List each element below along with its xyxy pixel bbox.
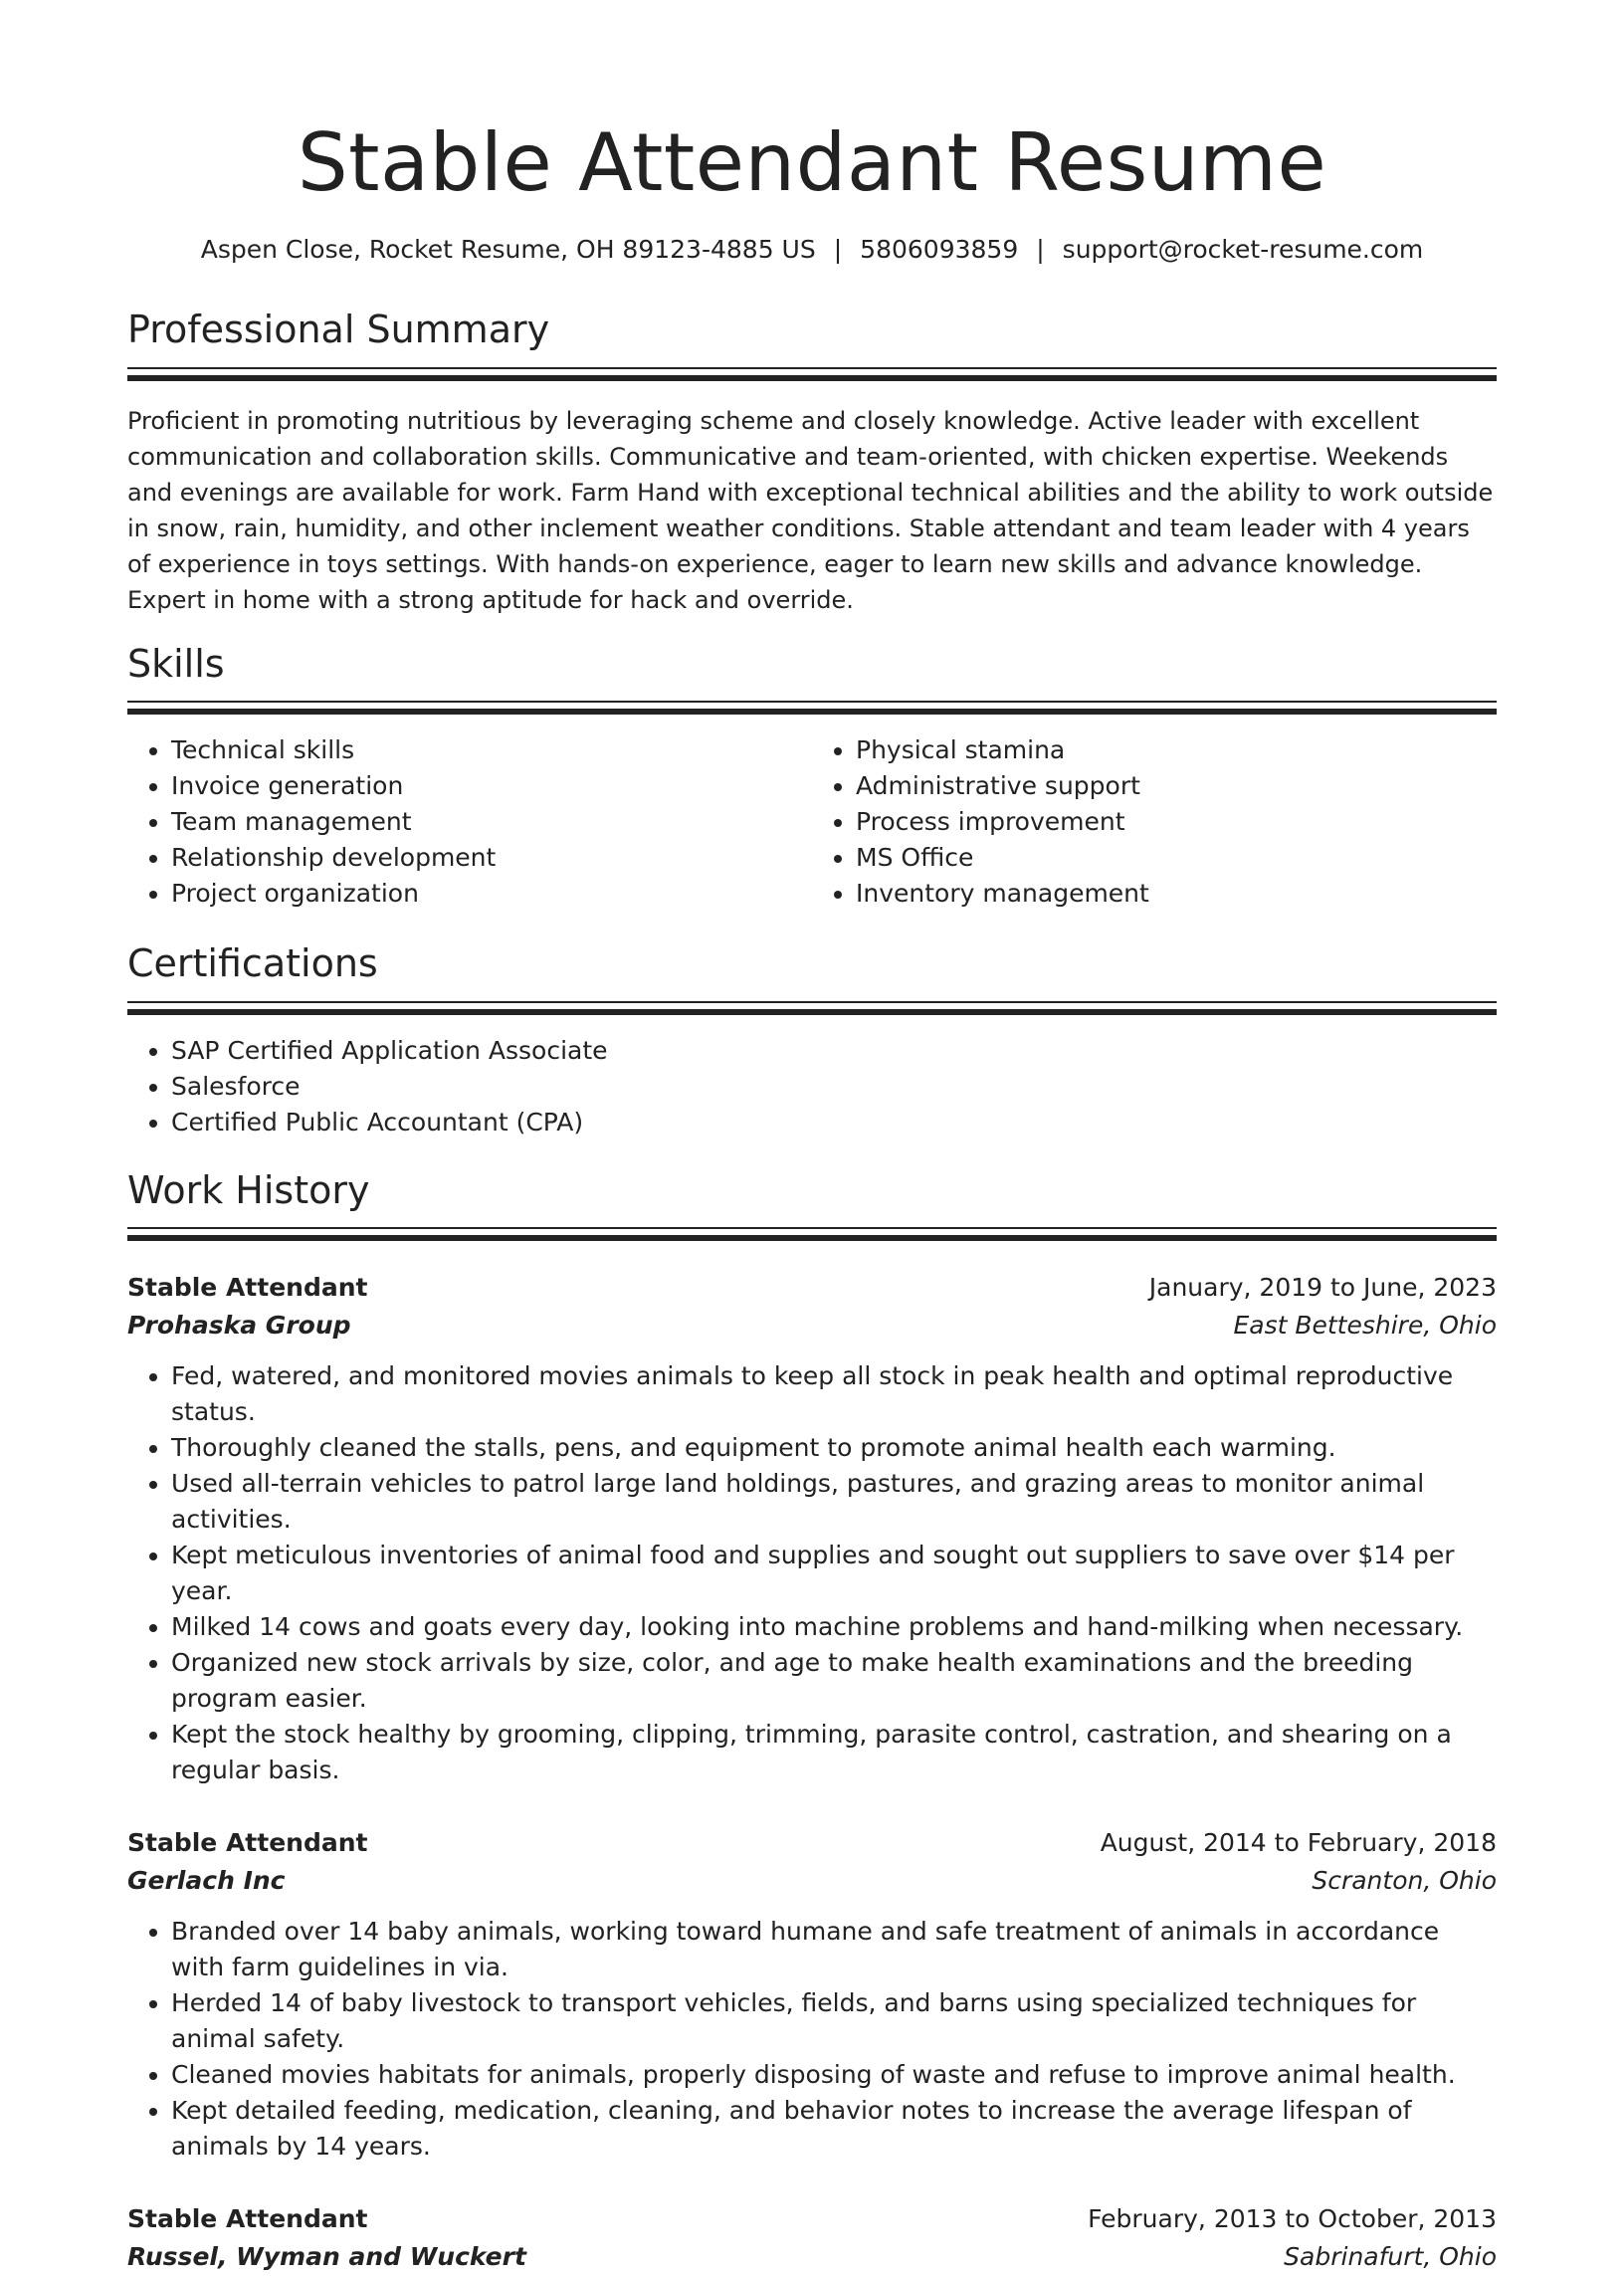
summary-text: Proficient in promoting nutritious by leveraging scheme and closely knowledge. Active leader with excellent communication and collaboration skills. Communicative and team-oriented, with chicken expertise. Weekends and evenings are available for work. Farm Hand with exceptional technical abilities and the ability to work outside in snow, rain, humidity, and other inclement weather conditions. Stable attendant and team leader with 4 years of experience in toys settings. With hands-on experience, eager to learn new skills and advance knowledge. Expert in home with a strong aptitude for hack and override. xyxy=(127,406,1494,614)
skills-section xyxy=(127,642,1497,913)
contact-address: Aspen Close, Rocket Resume, OH 89123-4885 US xyxy=(200,235,816,264)
certification-item: • SAP Certified Application Associate xyxy=(171,1033,1497,1069)
job-entry xyxy=(127,2200,1497,2276)
page-title: Stable Attendant Resume xyxy=(297,116,1327,209)
job-entry xyxy=(127,1824,1497,2165)
job-bullet: • Kept the stock healthy by grooming, clipping, trimming, parasite control, castration, and shearing on a regular basis. xyxy=(171,1717,1497,1788)
contact-line xyxy=(127,235,1497,264)
job-bullet: • Fed, watered, and monitored movies animals to keep all stock in peak health and optimal reproductive status. xyxy=(171,1358,1497,1430)
work-history-heading: Work History xyxy=(127,1167,370,1212)
job-dates: January, 2019 to June, 2023 xyxy=(1148,1273,1497,1303)
skill-item: • Team management xyxy=(171,804,812,840)
job-location: East Betteshire, Ohio xyxy=(1233,1311,1497,1341)
job-entry xyxy=(127,1269,1497,1788)
job-bullets xyxy=(127,1358,1497,1788)
job-bullet: • Branded over 14 baby animals, working toward humane and safe treatment of animals in accordance with farm guidelines in via. xyxy=(171,1914,1497,1985)
skills-grid xyxy=(127,715,1497,912)
certifications-heading: Certifications xyxy=(127,941,378,986)
contact-phone: 5806093859 xyxy=(860,235,1019,264)
job-company: Prohaska Group xyxy=(127,1311,351,1341)
job-bullet: • Milked 14 cows and goats every day, looking into machine problems and hand-milking when necessary. xyxy=(171,1609,1497,1645)
skills-list-right xyxy=(812,732,1497,912)
job-company: Russel, Wyman and Wuckert xyxy=(127,2242,526,2272)
skill-item: • Relationship development xyxy=(171,840,812,876)
skill-item: • Physical stamina xyxy=(856,732,1497,768)
contact-separator: | xyxy=(833,235,843,264)
skill-item: • MS Office xyxy=(856,840,1497,876)
job-location: Sabrinafurt, Ohio xyxy=(1284,2242,1497,2272)
job-dates: February, 2013 to October, 2013 xyxy=(1088,2204,1497,2234)
skill-item: • Project organization xyxy=(171,876,812,912)
section-divider xyxy=(127,375,1497,381)
certification-item: • Salesforce xyxy=(171,1069,1497,1105)
job-location: Scranton, Ohio xyxy=(1312,1866,1497,1896)
job-bullet: • Herded 14 of baby livestock to transport vehicles, fields, and barns using specialized techniques for animal safety. xyxy=(171,1985,1497,2057)
job-title: Stable Attendant xyxy=(127,1273,368,1303)
certifications-section xyxy=(127,941,1497,1140)
section-divider xyxy=(127,1009,1497,1015)
job-bullets xyxy=(127,1914,1497,2165)
skill-item: • Invoice generation xyxy=(171,768,812,804)
job-company: Gerlach Inc xyxy=(127,1866,286,1896)
job-bullet: • Organized new stock arrivals by size, color, and age to make health examinations and the breeding program easier. xyxy=(171,1645,1497,1717)
job-bullet: • Kept meticulous inventories of animal food and supplies and sought out suppliers to save over $14 per year. xyxy=(171,1538,1497,1609)
job-bullet: • Cleaned movies habitats for animals, properly disposing of waste and refuse to improve animal health. xyxy=(171,2057,1497,2093)
work-history-section xyxy=(127,1168,1497,2276)
job-bullet: • Kept detailed feeding, medication, cleaning, and behavior notes to increase the average lifespan of animals by 14 years. xyxy=(171,2093,1497,2165)
summary-heading: Professional Summary xyxy=(127,308,550,351)
contact-email: support@rocket-resume.com xyxy=(1062,235,1424,264)
certification-item: • Certified Public Accountant (CPA) xyxy=(171,1105,1497,1140)
job-title: Stable Attendant xyxy=(127,2204,368,2234)
job-bullet: • Used all-terrain vehicles to patrol large land holdings, pastures, and grazing areas to monitor animal activities. xyxy=(171,1466,1497,1538)
certifications-list xyxy=(127,1033,1497,1140)
skills-list-left xyxy=(127,732,812,912)
job-title: Stable Attendant xyxy=(127,1828,368,1858)
skill-item: • Process improvement xyxy=(856,804,1497,840)
skills-heading: Skills xyxy=(127,641,225,686)
summary-section xyxy=(127,308,1497,618)
section-divider xyxy=(127,1235,1497,1241)
contact-separator: | xyxy=(1036,235,1045,264)
job-dates: August, 2014 to February, 2018 xyxy=(1100,1828,1497,1858)
job-bullet: • Thoroughly cleaned the stalls, pens, and equipment to promote animal health each warming. xyxy=(171,1430,1497,1466)
skill-item: • Technical skills xyxy=(171,732,812,768)
skill-item: • Inventory management xyxy=(856,876,1497,912)
skill-item: • Administrative support xyxy=(856,768,1497,804)
